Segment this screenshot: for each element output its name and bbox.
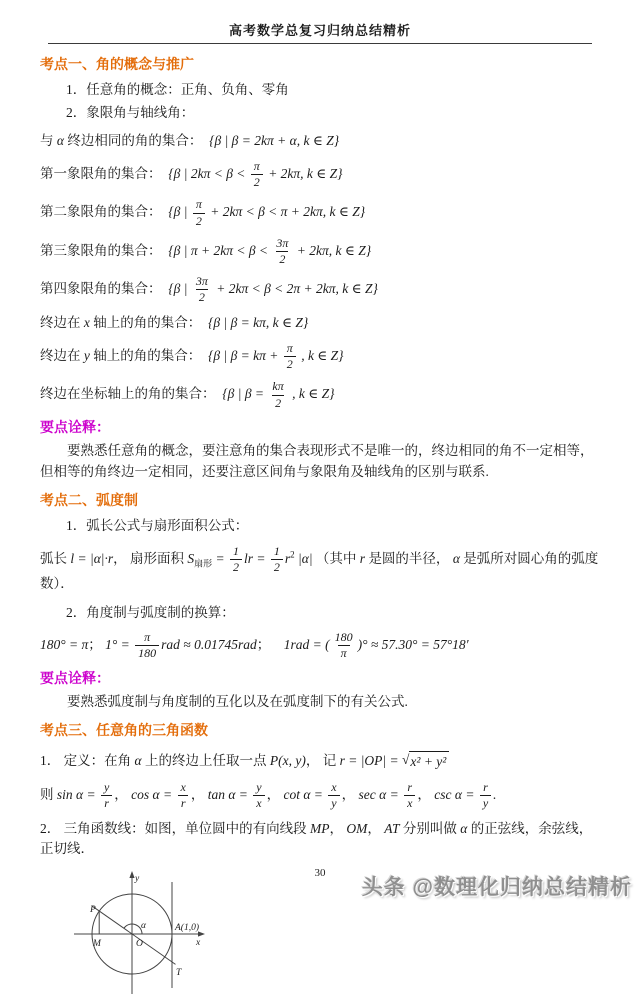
- fraction: [193, 275, 211, 304]
- text-run: 轴上的角的集合：: [89, 315, 202, 331]
- page-header: [0, 0, 640, 44]
- math-run: S: [187, 550, 195, 566]
- fraction: [273, 237, 291, 266]
- formula-line: [40, 781, 600, 810]
- paragraph: 要熟悉弧度制与角度制的互化以及在弧度制下的有关公式.: [67, 693, 408, 709]
- terminal-side-line: [93, 907, 176, 965]
- math-superscript: 2: [290, 549, 295, 560]
- text-run: 2． 三角函数线：如图，单位圆中的有向线段: [40, 821, 310, 837]
- math-run: .: [493, 786, 497, 802]
- math-run: + 2kπ < β < π + 2kπ, k ∈ Z}: [206, 204, 366, 220]
- math-run: MP: [310, 821, 330, 837]
- math-run: {β | β = 2kπ + α, k ∈ Z}: [202, 133, 340, 149]
- math-run: {β | β = kπ +: [201, 347, 282, 363]
- formula-line: [66, 80, 600, 100]
- math-run: y: [83, 347, 90, 363]
- section-heading: 考点三、任意角的三角函数: [40, 723, 208, 739]
- label-t: T: [176, 968, 182, 979]
- math-subscript: 扇形: [194, 558, 213, 569]
- fraction-numerator: 1: [273, 543, 280, 558]
- square-root: [402, 751, 449, 772]
- page-header-title: 高考数学总复习归纳总结精析: [228, 23, 411, 38]
- math-run: =: [212, 550, 229, 566]
- text-run: ，: [266, 786, 284, 802]
- text-run: 是圆的半径，: [365, 550, 453, 566]
- fraction-numerator: r: [407, 779, 413, 794]
- header-rule: [48, 43, 592, 44]
- fraction: [230, 545, 242, 574]
- math-run: {β | β = kπ, k ∈ Z}: [201, 315, 309, 331]
- fraction-denominator: 2: [230, 559, 242, 574]
- radical-icon: √: [401, 752, 410, 768]
- fraction-numerator: π: [253, 158, 260, 173]
- fraction-denominator: 2: [196, 289, 208, 304]
- math-run: {β |: [161, 204, 191, 220]
- text-run: 分别叫做: [399, 821, 461, 837]
- note-label: 要点诠释：: [40, 420, 110, 436]
- text-run: ，: [114, 786, 132, 802]
- math-run: x: [83, 315, 90, 331]
- label-alpha: α: [141, 921, 146, 932]
- fraction: [135, 631, 159, 660]
- text-run: ；: [88, 637, 102, 653]
- fraction-numerator: π: [195, 197, 202, 212]
- fraction-denominator: 180: [135, 645, 159, 660]
- math-run: |α|: [294, 550, 316, 566]
- watermark: 头条 @数理化归纳总结精析: [361, 876, 632, 899]
- text-run: ，: [367, 821, 385, 837]
- label-m: M: [93, 939, 101, 950]
- text-run: 1．任意角的概念：正角、负角、零角: [66, 82, 289, 98]
- page-number: 30: [314, 867, 326, 879]
- fraction-numerator: 3π: [195, 274, 208, 289]
- text-run: （其中: [315, 550, 360, 566]
- fraction-denominator: 2: [251, 174, 263, 189]
- text-run: 是弧所对圆心角的弧度数）．: [40, 550, 599, 592]
- unit-circle-svg: [62, 870, 222, 998]
- fraction-numerator: x: [180, 779, 186, 794]
- formula-line: [40, 237, 600, 266]
- label-o: O: [136, 939, 143, 950]
- text-run: 第一象限角的集合：: [40, 165, 162, 181]
- text-run: 第三象限角的集合：: [40, 242, 162, 258]
- math-run: α: [452, 550, 460, 566]
- note-label: 要点诠释：: [40, 671, 110, 687]
- text-run: 终边在坐标轴上的角的集合：: [40, 386, 216, 402]
- math-run: + 2kπ < β < 2π + 2kπ, k ∈ Z}: [212, 280, 378, 296]
- fraction-denominator: r: [101, 795, 112, 810]
- math-run: , k ∈ Z}: [297, 347, 344, 363]
- math-run: sec α =: [358, 786, 403, 802]
- math-run: )° ≈ 57.30° = 57°18′: [357, 637, 469, 653]
- label-x-axis: x: [196, 938, 201, 949]
- text-run: ，: [341, 786, 359, 802]
- formula-line: [40, 342, 600, 371]
- math-run: sin α =: [56, 786, 99, 802]
- radicand: x² + y²: [409, 751, 449, 772]
- fraction-denominator: x: [253, 795, 264, 810]
- alpha-arc: [124, 924, 142, 934]
- text-run: ， 扇形面积: [113, 550, 188, 566]
- text-run: 1． 定义：在角: [40, 753, 135, 769]
- math-run: α: [134, 753, 142, 769]
- text-run: 2．角度制与弧度制的换算：: [66, 604, 235, 620]
- formula-line: [66, 516, 600, 536]
- math-run: α: [56, 133, 68, 149]
- x-axis-arrow-icon: [198, 932, 205, 937]
- fraction: [253, 781, 264, 810]
- math-run: {β | π + 2kπ < β <: [161, 242, 272, 258]
- fraction-numerator: 3π: [276, 235, 289, 250]
- fraction-denominator: 2: [272, 395, 284, 410]
- math-run: OM: [346, 821, 368, 837]
- formula-line: [40, 131, 600, 151]
- math-run: 180° = π: [40, 637, 89, 653]
- document-content: [40, 56, 600, 858]
- fraction: [332, 631, 356, 660]
- text-run: ，: [190, 786, 208, 802]
- text-run: 弧长: [40, 550, 71, 566]
- fraction-denominator: y: [328, 795, 339, 810]
- math-run: + 2kπ, k ∈ Z}: [264, 165, 343, 181]
- math-run: {β | β =: [215, 386, 268, 402]
- math-run: P(x, y): [269, 753, 306, 769]
- fraction-numerator: kπ: [272, 379, 284, 394]
- formula-line: [40, 380, 600, 409]
- formula-line: [66, 103, 600, 123]
- fraction: [269, 380, 286, 409]
- text-run: ；: [256, 637, 284, 653]
- text-run: 轴上的角的集合：: [89, 347, 202, 363]
- text-run: ，: [417, 786, 435, 802]
- math-run: AT: [384, 821, 400, 837]
- math-run: l = |α|·r: [70, 550, 114, 566]
- fraction: [271, 545, 283, 574]
- math-run: csc α =: [434, 786, 478, 802]
- formula-line: [40, 631, 600, 660]
- fraction-denominator: r: [178, 795, 189, 810]
- formula-line: [40, 545, 600, 594]
- fraction-denominator: 2: [271, 559, 283, 574]
- fraction-numerator: y: [256, 779, 262, 794]
- formula-line: [40, 198, 600, 227]
- fraction: [284, 342, 296, 371]
- math-run: tan α =: [207, 786, 252, 802]
- text-run: 1．弧长公式与扇形面积公式：: [66, 518, 249, 534]
- fraction-denominator: 2: [284, 356, 296, 371]
- text-run: ， 记: [305, 753, 340, 769]
- fraction: [404, 781, 415, 810]
- label-p: P: [90, 905, 96, 916]
- fraction: [193, 198, 205, 227]
- text-run: 第四象限角的集合：: [40, 280, 162, 296]
- section-heading: 考点二、弧度制: [40, 493, 138, 509]
- math-run: 1° =: [101, 637, 134, 653]
- fraction-denominator: x: [404, 795, 415, 810]
- fraction-numerator: r: [483, 779, 488, 794]
- math-run: r = |OP| =: [339, 753, 402, 769]
- math-run: cot α =: [283, 786, 327, 802]
- fraction: [328, 781, 339, 810]
- fraction-numerator: 180: [334, 630, 353, 645]
- text-run: 终边在: [40, 315, 84, 331]
- section-heading: 考点一、角的概念与推广: [40, 58, 194, 73]
- formula-line: [40, 751, 600, 772]
- text-run: 终边在: [40, 347, 84, 363]
- math-run: lr =: [244, 550, 269, 566]
- fraction-numerator: y: [103, 779, 110, 794]
- fraction-numerator: π: [286, 341, 293, 356]
- text-run: ，: [329, 821, 347, 837]
- fraction-numerator: x: [331, 779, 337, 794]
- fraction-numerator: π: [144, 630, 151, 645]
- formula-line: [40, 160, 600, 189]
- formula-line: [40, 819, 600, 858]
- math-run: r: [284, 550, 291, 566]
- fraction-denominator: y: [480, 795, 491, 810]
- text-run: 与: [40, 133, 57, 149]
- text-run: 第二象限角的集合：: [40, 204, 162, 220]
- math-run: 1rad = (: [283, 637, 330, 653]
- label-a: A(1,0): [175, 923, 200, 934]
- math-run: + 2kπ, k ∈ Z}: [293, 242, 372, 258]
- math-run: α: [460, 821, 468, 837]
- fraction-numerator: 1: [233, 543, 240, 558]
- math-run: cos α =: [131, 786, 176, 802]
- text-run: 终边相同的角的集合：: [67, 133, 203, 149]
- formula-line: [40, 275, 600, 304]
- math-run: , k ∈ Z}: [288, 386, 335, 402]
- fraction-denominator: 2: [193, 213, 205, 228]
- fraction-denominator: 2: [276, 251, 288, 266]
- paragraph: 要熟悉任意角的概念，要注意角的集合表现形式不是唯一的，终边相同的角不一定相等，但相等的角终边一定相同，还要注意区间角与象限角及轴线角的区别与联系.: [40, 443, 594, 480]
- fraction: [101, 781, 112, 810]
- formula-line: [66, 603, 600, 623]
- text-run: 2．象限角与轴线角：: [66, 104, 195, 120]
- label-y-axis: y: [135, 874, 140, 885]
- text-run: 上的终边上任取一点: [141, 753, 270, 769]
- text-run: 的正弦线，余弦线，正切线．: [40, 821, 593, 856]
- fraction: [251, 160, 263, 189]
- fraction: [177, 781, 188, 810]
- math-run: r: [359, 550, 366, 566]
- text-run: 则: [40, 786, 57, 802]
- math-run: {β |: [161, 280, 191, 296]
- fraction-denominator: π: [338, 645, 350, 660]
- fraction: [480, 781, 491, 810]
- math-run: {β | 2kπ < β <: [161, 165, 249, 181]
- math-run: rad ≈ 0.01745rad: [161, 637, 257, 653]
- formula-line: [40, 313, 600, 333]
